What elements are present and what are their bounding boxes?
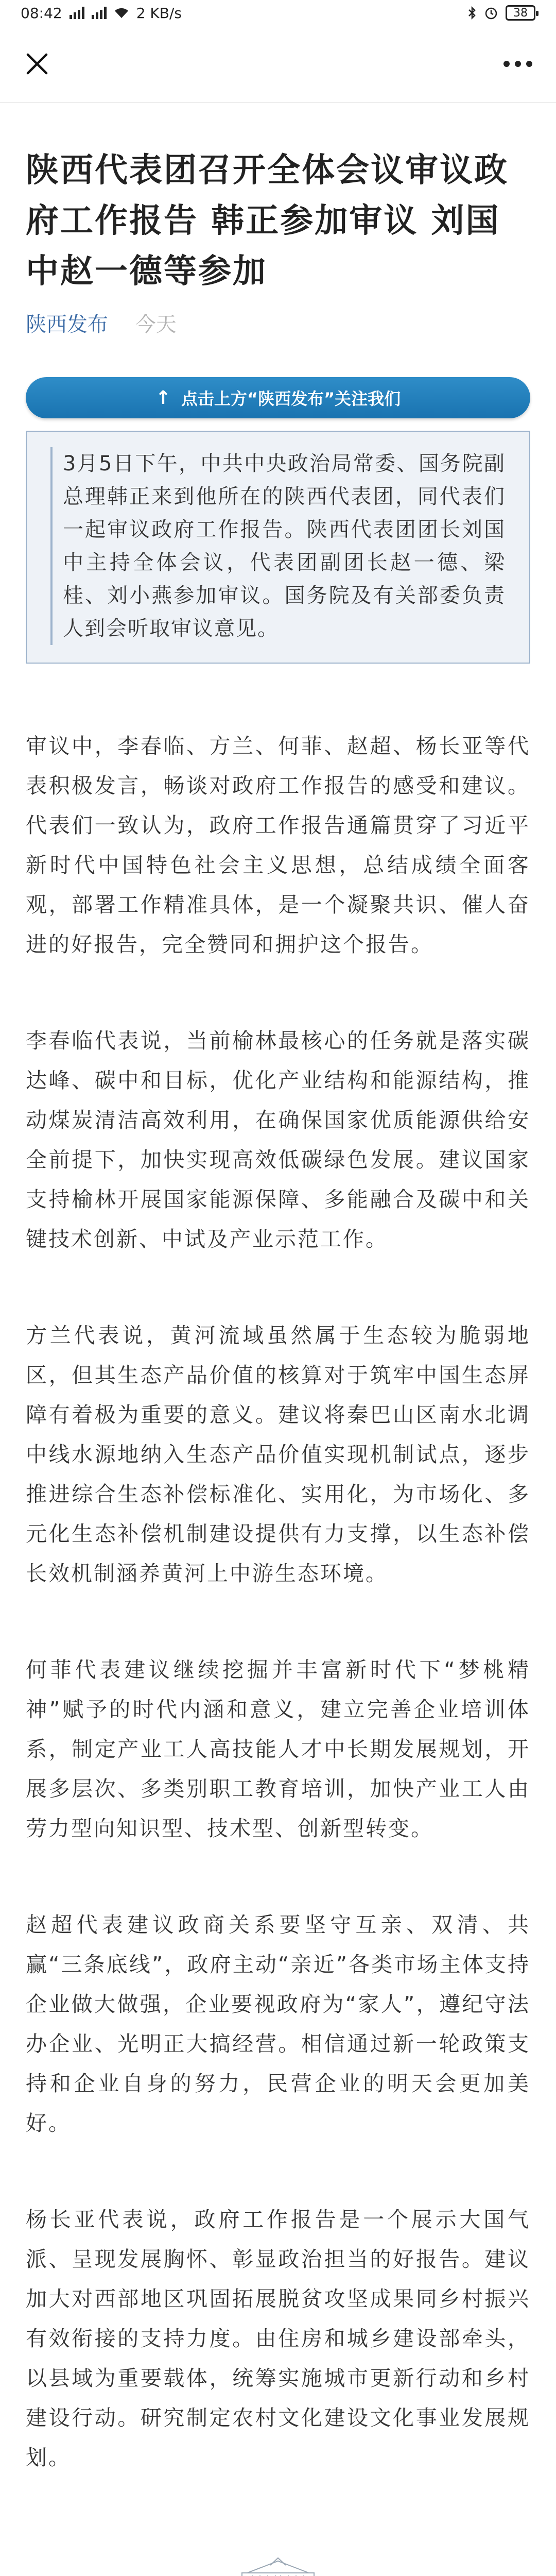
- clock: 08:42: [21, 4, 62, 22]
- follow-banner[interactable]: [26, 377, 530, 418]
- signal-icon-secondary: [92, 7, 107, 19]
- close-icon[interactable]: [24, 50, 50, 77]
- article-paragraph: 赵超代表建议政商关系要坚守互亲、双清、共赢“三条底线”，政府主动“亲近”各类市场主体支持企业做大做强，企业要视政府为“家人”，遵纪守法办企业、光明正大搞经营。相信通过新一轮政策支持和企业自身的努力，民营企业的明天会更加美好。: [26, 1912, 530, 2136]
- article-date: 今天: [135, 313, 177, 336]
- status-bar: [0, 0, 556, 26]
- wifi-icon: [114, 7, 129, 19]
- footer-logo: [211, 2555, 345, 2576]
- arrow-up-icon: ↑: [155, 387, 171, 409]
- article-title: 陕西代表团召开全体会议审议政府工作报告 韩正参加审议 刘国中赵一德等参加: [26, 151, 509, 291]
- article-meta: [26, 309, 530, 340]
- bluetooth-icon: [467, 6, 477, 20]
- nav-bar: [0, 26, 556, 103]
- status-bar-right: [467, 5, 535, 21]
- intro-box: [26, 431, 530, 664]
- article-paragraph: 方兰代表说，黄河流域虽然属于生态较为脆弱地区，但其生态产品价值的核算对于筑牢中国生态屏障有着极为重要的意义。建议将秦巴山区南水北调中线水源地纳入生态产品价值实现机制试点，逐步推进综合生态补偿标准化、实用化，为市场化、多元化生态补偿机制建设提供有力支撑，以生态补偿长效机制涵养黄河上中游生态环境。: [26, 1323, 530, 1586]
- battery-icon: [506, 5, 535, 21]
- status-bar-left: [21, 5, 182, 22]
- network-speed: 2 KB/s: [136, 4, 182, 22]
- follow-banner-text: 点击上方“陕西发布”关注我们: [181, 389, 401, 409]
- article-paragraph: 李春临代表说，当前榆林最核心的任务就是落实碳达峰、碳中和目标，优化产业结构和能源结构，推动煤炭清洁高效利用，在确保国家优质能源供给安全前提下，加快实现高效低碳绿色发展。建议国家支持榆林开展国家能源保障、多能融合及碳中和关键技术创新、中试及产业示范工作。: [26, 1028, 530, 1251]
- article-source-link[interactable]: 陕西发布: [26, 313, 108, 336]
- signal-icon: [70, 7, 84, 19]
- alarm-icon: [484, 6, 498, 20]
- building-logo-icon: [227, 2555, 329, 2576]
- article-paragraph: 审议中，李春临、方兰、何菲、赵超、杨长亚等代表积极发言，畅谈对政府工作报告的感受和建议。代表们一致认为，政府工作报告通篇贯穿了习近平新时代中国特色社会主义思想，总结成绩全面客观，部署工作精准具体，是一个凝聚共识、催人奋进的好报告，完全赞同和拥护这个报告。: [26, 734, 530, 957]
- intro-text: 3月5日下午，中共中央政治局常委、国务院副总理韩正来到他所在的陕西代表团，同代表们一起审议政府工作报告。陕西代表团团长刘国中主持全体会议，代表团副团长赵一德、梁桂、刘小燕参加审议。国务院及有关部委负责人到会听取审议意见。: [50, 447, 506, 645]
- article: [0, 145, 556, 2576]
- battery-level: 38: [513, 6, 528, 20]
- article-paragraph: 杨长亚代表说，政府工作报告是一个展示大国气派、呈现发展胸怀、彰显政治担当的好报告。建议加大对西部地区巩固拓展脱贫攻坚成果同乡村振兴有效衔接的支持力度。由住房和城乡建设部牵头，以县域为重要载体，统筹实施城市更新行动和乡村建设行动。研究制定农村文化建设文化事业发展规划。: [26, 2207, 530, 2470]
- article-body: [26, 726, 530, 2478]
- more-icon[interactable]: [503, 61, 532, 67]
- article-paragraph: 何菲代表建议继续挖掘并丰富新时代下“梦桃精神”赋予的时代内涵和意义，建立完善企业培训体系，制定产业工人高技能人才中长期发展规划，开展多层次、多类别职工教育培训，加快产业工人由劳力型向知识型、技术型、创新型转变。: [26, 1657, 530, 1841]
